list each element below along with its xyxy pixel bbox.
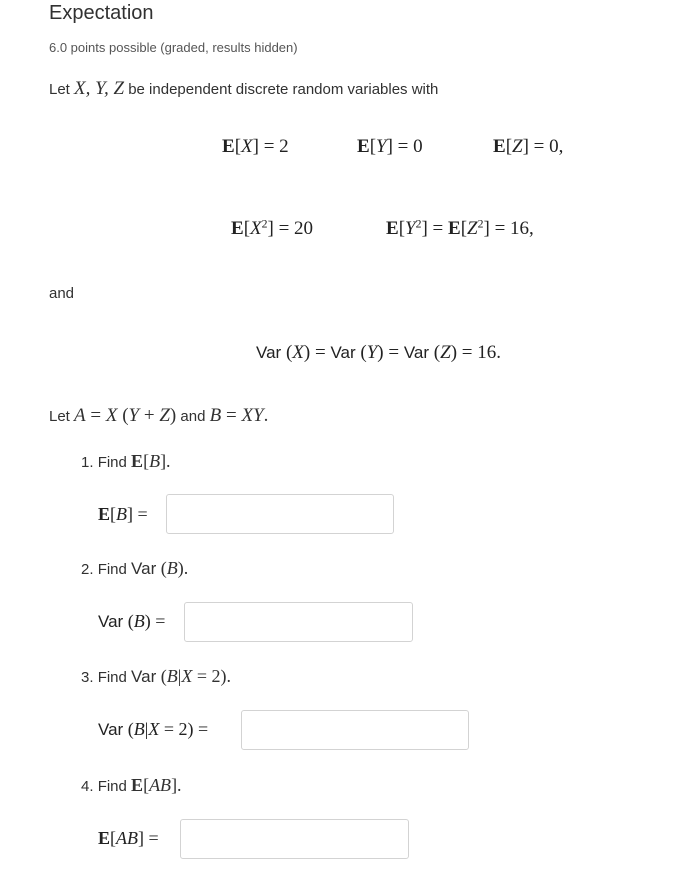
problem-title: Expectation [49,2,154,24]
question-1: 1. Find E[B]. [81,451,171,471]
eq-variances: Var (X) = Var (Y) = Var (Z) = 16. [256,342,501,363]
answer-label-1: E[B] = [98,504,148,524]
and-text: and [49,285,75,302]
eq-ex: E[X] = 2 [222,136,289,157]
eq-ex2: $E[X^2] = 20$ [231,217,314,239]
intro-text [49,78,438,100]
answer-label-4: E[AB] = [98,828,159,848]
question-3: 3. Find Var (B|X = 2). [81,666,232,686]
answer-input-4[interactable] [180,819,409,859]
question-2: 2. Find Var (B). [81,558,189,578]
eq-ey: E[Y] = 0 [357,136,423,157]
eq-ey2-ez2: $E[Y^2] = E[Z^2] = 16$, [386,217,534,239]
answer-input-3[interactable] [241,710,469,750]
intro-suffix: be independent discrete random variables with [128,81,439,98]
question-4: 4. Find E[AB]. [81,775,182,795]
intro-vars: X, Y, Z [74,78,125,99]
answer-input-2[interactable] [184,602,413,642]
points-info: 6.0 points possible (graded, results hidden) [49,40,298,55]
eq-ez: E[Z] = 0, [493,136,564,157]
definition-text: Let A = X (Y + Z) and B = XY. [49,405,269,426]
intro-prefix: Let [49,81,70,98]
answer-label-2: Var (B) = [98,611,166,631]
answer-input-1[interactable] [166,494,394,534]
answer-label-3: Var (B|X = 2) = [98,719,209,739]
